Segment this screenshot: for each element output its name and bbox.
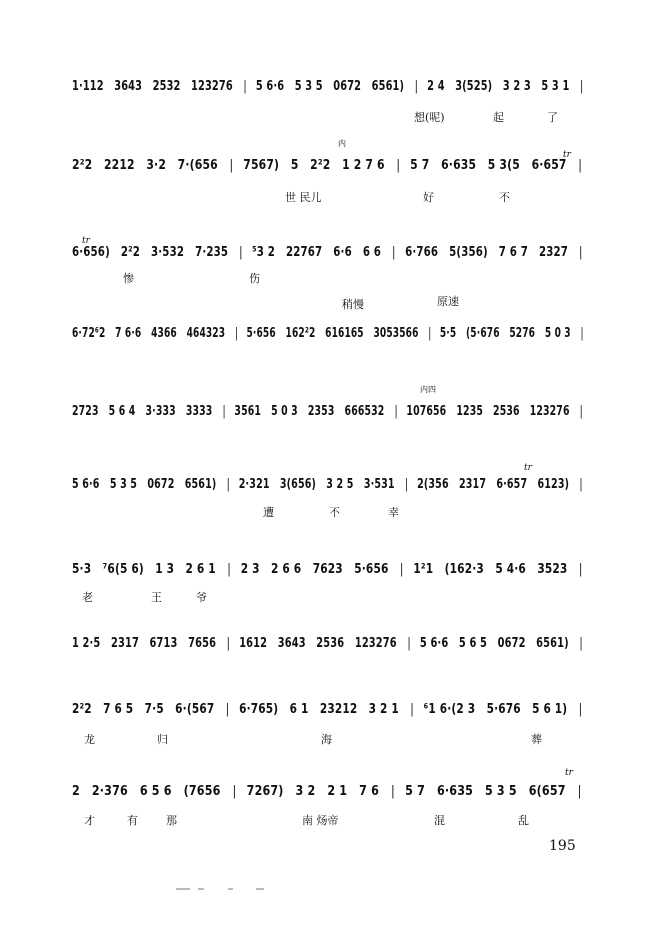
inner-mark: 内 [338, 139, 346, 148]
lyric: 老 [82, 591, 93, 604]
lyric: 伤 [249, 272, 260, 285]
inner-mark: 内四 [420, 385, 436, 394]
note-group: ⁶1 6·(2 3 [423, 702, 476, 717]
barline: | [579, 477, 583, 492]
barline: | [243, 79, 247, 94]
lyric: 龙 [84, 733, 95, 746]
note-group: 3 2 1 [368, 702, 399, 717]
notation-line [72, 79, 584, 94]
note-group: 5·656 [354, 562, 389, 577]
note-group: 5 6·6 [255, 79, 285, 94]
lyrics-line-7 [0, 589, 656, 607]
note-group: 2212 [103, 158, 135, 173]
note-group: 107656 [406, 404, 447, 419]
note-group: 2 6 1 [185, 562, 216, 577]
notation-line [72, 562, 583, 577]
note-group: 5 7 [405, 784, 426, 799]
barline: | [579, 404, 583, 419]
note-group: 7 6 5 [103, 702, 134, 717]
lyric: 有 [127, 814, 138, 827]
trill-mark: tr [82, 236, 90, 246]
note-group: 5(356) [449, 245, 488, 260]
note-group: 2 1 [327, 784, 348, 799]
notation-line [72, 158, 583, 173]
note-group: 2²2 [310, 158, 331, 173]
lyric: 才 [84, 814, 95, 827]
lyric: 海 [321, 733, 332, 746]
note-group: 6(657 [528, 784, 566, 799]
note-group: 6713 [149, 636, 178, 651]
print-speck [256, 888, 264, 890]
lyric: 遭 [263, 506, 274, 519]
barline: | [578, 158, 583, 173]
note-group: (162·3 [444, 562, 484, 577]
lyric: 想(呢) [414, 111, 445, 124]
note-group: 6·635 [436, 784, 474, 799]
note-group: 616165 [325, 326, 364, 341]
note-group: 6·635 [441, 158, 477, 173]
note-group: 2(356 [417, 477, 449, 492]
note-group: 6 1 [289, 702, 309, 717]
note-group: 1·112 [72, 79, 104, 94]
note-group: 3 2 5 [326, 477, 354, 492]
notation-line [72, 784, 582, 799]
note-group: 3643 [277, 636, 306, 651]
note-group: 22767 [286, 245, 323, 260]
note-group: 0672 [333, 79, 362, 94]
note-group: 2532 [152, 79, 181, 94]
note-group: 5·5 [439, 326, 457, 341]
note-group: 5 6·6 [419, 636, 449, 651]
note-group: 6561) [536, 636, 569, 651]
notation-line [72, 326, 584, 341]
note-group: 5·656 [246, 326, 276, 341]
note-group: 2²2 [72, 158, 93, 173]
note-group: 162²2 [285, 326, 316, 341]
barline: | [580, 326, 584, 341]
note-group: 7·5 [144, 702, 164, 717]
note-group: 5 6 5 [458, 636, 488, 651]
note-group: 5 3 1 [541, 79, 570, 94]
note-group: 3·333 [145, 404, 176, 419]
lyric: 了 [547, 111, 558, 124]
trill-mark: tr [524, 463, 532, 473]
barline: | [239, 245, 243, 260]
note-group: 5 3 5 [484, 784, 517, 799]
lyrics-line-10 [0, 812, 656, 830]
lyric: 好 [423, 191, 434, 204]
tempo-original-annotation: 原速 [437, 295, 459, 308]
note-group: 4366 [151, 326, 177, 341]
note-group: 2·321 [238, 477, 270, 492]
note-group: 6·765) [239, 702, 279, 717]
note-group: 5 [290, 158, 299, 173]
lyric: 起 [493, 111, 504, 124]
lyric: 那 [166, 814, 177, 827]
tempo-slow-annotation: 稍慢 [342, 298, 364, 311]
note-group: 6·766 [405, 245, 439, 260]
note-group: 1 3 [155, 562, 175, 577]
print-speck [198, 888, 204, 890]
barline: | [394, 404, 398, 419]
print-speck [176, 888, 190, 890]
note-group: 2723 [72, 404, 99, 419]
lyrics-line-9 [0, 731, 656, 749]
note-group: 3 2 [295, 784, 316, 799]
barline: | [579, 79, 584, 94]
note-group: 3561 [234, 404, 262, 419]
note-group: 3(525) [455, 79, 493, 94]
note-group: 2353 [307, 404, 335, 419]
note-group: 5276 [509, 326, 536, 341]
lyric: 不 [329, 506, 340, 519]
note-group: 123276 [529, 404, 570, 419]
lyric: 惨 [123, 272, 134, 285]
note-group: 5 6 1) [532, 702, 568, 717]
barline: | [226, 636, 231, 651]
note-group: 3643 [114, 79, 143, 94]
barline: | [428, 326, 432, 341]
barline: | [407, 636, 411, 651]
barline: | [578, 562, 583, 577]
barline: | [390, 784, 395, 799]
note-group: 5 0 3 [271, 404, 298, 419]
lyrics-line-3 [0, 270, 656, 288]
note-group: 3·532 [151, 245, 185, 260]
note-group: 2317 [111, 636, 139, 651]
note-group: 0672 [497, 636, 526, 651]
note-group: 7·235 [195, 245, 229, 260]
note-group: 2 3 [240, 562, 260, 577]
barline: | [577, 784, 582, 799]
note-group: 6561) [371, 79, 405, 94]
barline: | [578, 702, 583, 717]
note-group: 2 [72, 784, 80, 799]
lyrics-line-2 [0, 189, 656, 207]
trill-mark: tr [565, 768, 573, 778]
note-group: 3333 [185, 404, 213, 419]
note-group: 464323 [186, 326, 226, 341]
note-group: 2536 [316, 636, 345, 651]
barline: | [222, 404, 226, 419]
lyric: 混 [434, 814, 445, 827]
trill-mark: tr [563, 150, 571, 160]
note-group: (7656 [183, 784, 221, 799]
note-group: 3523 [537, 562, 568, 577]
lyric: 乱 [518, 814, 529, 827]
barline: | [234, 326, 239, 341]
barline: | [396, 158, 401, 173]
note-group: 2·376 [91, 784, 128, 799]
note-group: 5 7 [410, 158, 430, 173]
print-speck [228, 888, 233, 890]
note-group: (5·676 [466, 326, 500, 341]
note-group: 6·657 [496, 477, 528, 492]
lyrics-line-1 [0, 109, 656, 127]
barline: | [229, 158, 234, 173]
barline: | [410, 702, 414, 717]
barline: | [399, 562, 404, 577]
note-group: 2 6 6 [271, 562, 302, 577]
note-group: 5·3 [72, 562, 92, 577]
note-group: 2536 [493, 404, 520, 419]
note-group: 1235 [456, 404, 483, 419]
note-group: 5 3 5 [294, 79, 323, 94]
notation-line [72, 477, 583, 492]
note-group: 7623 [312, 562, 343, 577]
note-group: 3·531 [363, 477, 395, 492]
note-group: 666532 [344, 404, 385, 419]
note-group: 23212 [319, 702, 358, 717]
note-group: 2²2 [72, 702, 92, 717]
lyric: 爷 [196, 591, 207, 604]
note-group: 2327 [539, 245, 569, 260]
lyric: 南 炀帝 [302, 814, 339, 827]
barline: | [227, 562, 231, 577]
note-group: 5 0 3 [544, 326, 571, 341]
note-group: 3 2 3 [502, 79, 531, 94]
note-group: 5 6·6 [72, 477, 100, 492]
barline: | [414, 79, 419, 94]
barline: | [579, 636, 583, 651]
note-group: 6·6 [333, 245, 352, 260]
note-group: 0672 [147, 477, 175, 492]
note-group: 2 4 [427, 79, 445, 94]
page-number: 195 [549, 838, 576, 854]
barline: | [226, 477, 230, 492]
notation-line [72, 245, 583, 260]
notation-line [72, 404, 583, 419]
barline: | [225, 702, 230, 717]
note-group: ⁷6(5 6) [102, 562, 144, 577]
note-group: 6561) [184, 477, 217, 492]
note-group: 1 2·5 [72, 636, 101, 651]
barline: | [579, 245, 583, 260]
barline: | [392, 245, 396, 260]
note-group: 7 6·6 [115, 326, 142, 341]
lyric: 不 [499, 191, 510, 204]
note-group: 2317 [458, 477, 487, 492]
note-group: 7656 [188, 636, 217, 651]
note-group: 3·2 [146, 158, 167, 173]
lyric: 王 [151, 591, 162, 604]
note-group: 7267) [246, 784, 284, 799]
lyrics-line-6 [0, 504, 656, 522]
lyric: 世 民儿 [285, 191, 322, 204]
note-group: 6·657 [531, 158, 567, 173]
barline: | [404, 477, 409, 492]
note-group: 1²1 [413, 562, 434, 577]
note-group: 6 6 [362, 245, 382, 260]
barline: | [232, 784, 237, 799]
note-group: 6·(567 [175, 702, 215, 717]
note-group: ⁵3 2 [252, 245, 276, 260]
lyric: 幸 [388, 506, 399, 519]
note-group: 6 5 6 [139, 784, 172, 799]
note-group: 1612 [239, 636, 268, 651]
note-group: 5·676 [486, 702, 521, 717]
note-group: 123276 [354, 636, 397, 651]
note-group: 7567) [243, 158, 280, 173]
note-group: 7·(656 [177, 158, 218, 173]
note-group: 2²2 [120, 245, 141, 260]
note-group: 1 2 7 6 [342, 158, 385, 173]
note-group: 7 6 7 [498, 245, 529, 260]
note-group: 5 6 4 [108, 404, 136, 419]
notation-line [72, 702, 583, 717]
note-group: 6·656) [72, 245, 110, 260]
note-group: 123276 [191, 79, 233, 94]
note-group: 6123) [537, 477, 570, 492]
note-group: 7 6 [359, 784, 380, 799]
note-group: 5 3 5 [109, 477, 138, 492]
note-group: 6·72⁶2 [72, 326, 106, 341]
note-group: 5 3(5 [487, 158, 520, 173]
lyric: 归 [157, 733, 168, 746]
notation-line [72, 636, 583, 651]
note-group: 3(656) [279, 477, 317, 492]
note-group: 5 4·6 [495, 562, 526, 577]
note-group: 3053566 [373, 326, 419, 341]
lyric: 葬 [531, 733, 542, 746]
